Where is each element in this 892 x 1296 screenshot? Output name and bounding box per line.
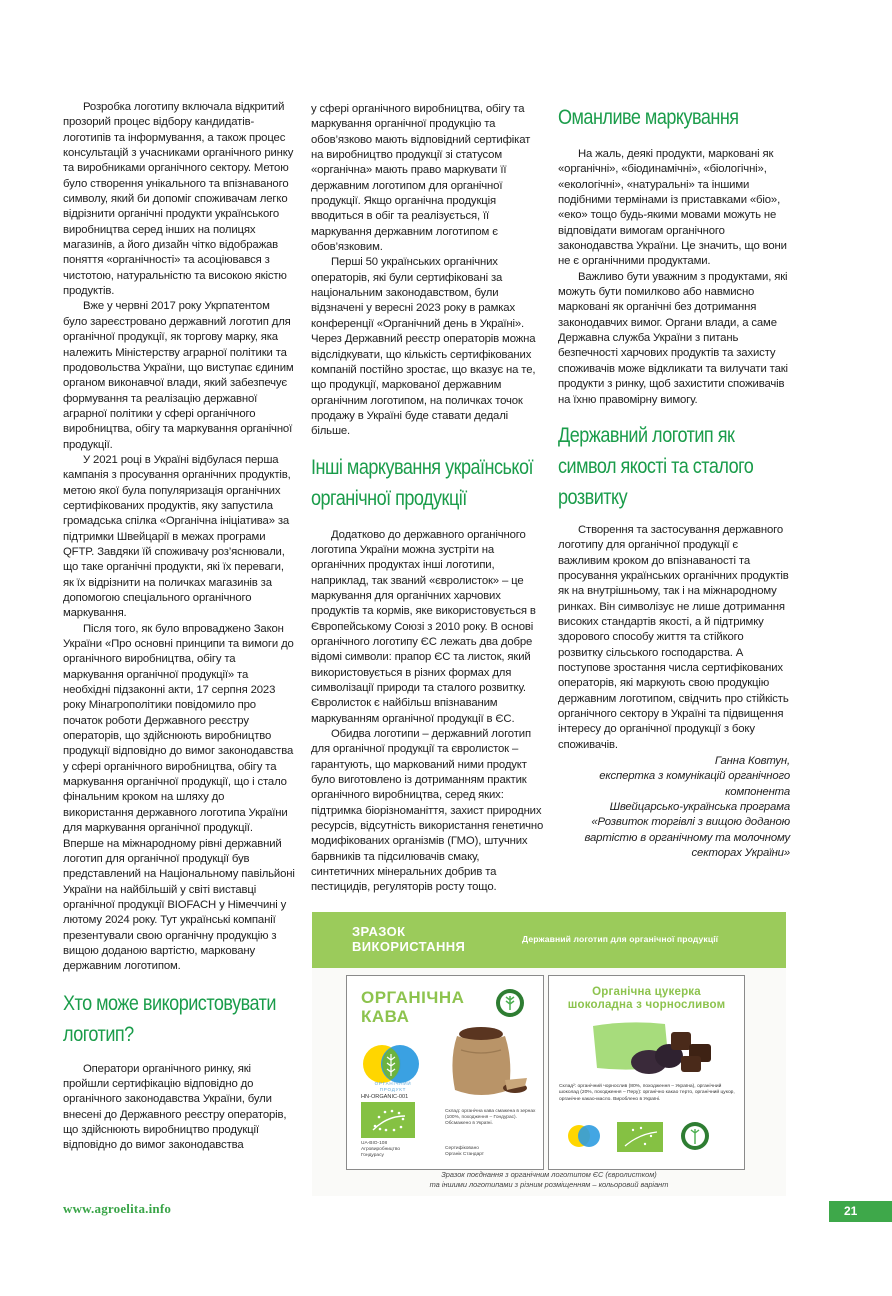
article-column-3 <box>558 102 790 861</box>
panel-title-line: ВИКОРИСТАННЯ <box>352 939 466 954</box>
body-paragraph: Обидва логотипи – державний логотип для органічної продукції та євролисток – гарантують, що маркований ними продукт було виготовлено із дотриманням практик органічного виробництва, серед яких: підтримка біорізноманіття, захист природних ресурсів, відсутність використання генетично модифікованих організмів (ГМО), штучних барвників та підсилювачів смаку, синтетичних мінеральних добрив та пестицидів, регуляторів росту тощо. <box>311 728 544 894</box>
body-paragraph: Вже у червні 2017 року Укрпатентом було зареєстровано державний логотип для органічної продукції, як торгову марку, яка належить Міністерству аграрної політики та продовольства України, що виступає єдиним органом виконавчої влади, який забезпечує формування та реалізацію державної аграрної політики у сфері органічного виробництва, обігу та маркування органічної продукції. <box>63 300 294 451</box>
candy-title-line: шоколадна з чорносливом <box>567 999 726 1011</box>
candy-title <box>549 986 744 1012</box>
body-paragraph: Додатково до державного органічного логотипа України можна зустріти на органічних продуктах інші логотипи, наприклад, так званий «євролисток» – це маркування для органічних харчових продуктів та кормів, яке використовується в Європейському Союзі з 2010 року. В основі органічного логотипу ЄС лежать два добре відомі символи: прапор ЄС та листок, який використовується в різних формах для символізації природи та сталого розвитку. Євролисток є найбільш впізнаваним маркуванням органічної продукції в ЄС. <box>311 528 536 725</box>
caption-line: та іншими логотипами з різним розміщенням – кольоровий варіант <box>429 1180 669 1189</box>
author-program: «Розвиток торгівлі з вищою доданою <box>591 816 790 829</box>
author-program: Швейцарсько-українська програма <box>609 801 790 814</box>
section-heading-who-can-use: Хто може використовувати логотип? <box>63 991 276 1046</box>
panel-header <box>312 912 786 968</box>
certification-logos-row <box>565 1120 735 1162</box>
panel-subtitle: Державний логотип для органічної продукції <box>522 934 719 944</box>
author-name: Ганна Ковтун, <box>714 755 790 767</box>
section-heading-other-labels: Інші маркування української органічної продукції <box>311 455 534 510</box>
body-paragraph: Розробка логотипу включала відкритий прозорий процес відбору кандидатів-логотипів та інформування, а також процес консультацій з учасниками органічного ринку та виробниками органічного сектору. Метою було створення унікального та впізнаваного символу, який би допоміг споживачам легко відрізнити органічні продукти українського виробництва серед інших на полицях магазинів, а його дизайн чітко відображав поняття «органічності» та асоціювався з чистотою, натуральністю та високою якістю продуктів. <box>63 101 294 298</box>
panel-caption <box>312 1170 786 1190</box>
caption-line: ОРГАНІЧНИЙ <box>374 1081 412 1086</box>
eu-control-code <box>361 1141 431 1159</box>
panel-title-line: ЗРАЗОК <box>352 924 406 939</box>
certifier-line: Органік Стандарт <box>445 1152 485 1158</box>
coffee-sack-image <box>439 1020 529 1100</box>
certificate-code: HN-ORGANIC-001 <box>361 1094 409 1100</box>
body-paragraph: Створення та застосування державного логотипу для органічної продукції є важливим кроком до впізнаваності та просування українських органічних продуктів як на внутрішньому, так і на міжнародному ринках. Він символізує не лише дотримання високих стандартів якості, а й підтримку здорового способу життя та стійкого розвитку сільського господарства. А поступове зростання числа сертифікованих операторів, які маркують свою продукцію державним логотипом, свідчить про стійкість органічного сектору в Україні та підвищення інтересу до органічної продукції з боку споживачів. <box>558 523 789 751</box>
coffee-composition: Склад: органічна кава смажена в зернах (100%, походження – Гондурас). Обсмажено в Україні. <box>445 1109 536 1127</box>
caption-line: Зразок поєднання з органічним логотипом ЄС (євролистком) <box>441 1170 657 1179</box>
author-program: секторах України» <box>691 847 790 860</box>
sample-usage-panel <box>312 912 786 1196</box>
body-paragraph: Після того, як було впроваджено Закон України «Про основні принципи та вимоги до органічного виробництва, обігу та маркування органічної продукції» та необхідні підзаконні акти, 17 серпня 2023 року Мінагрополітики повідомило про початок роботи Державного реєстру операторів, що здійснюють виробництво продукції відповідно до вимог законодавства у сфері органічного виробництва, обігу та маркування органічної продукції, що і стало фінальним кроком на шляху до використання державного логотипа України для маркування органічної продукції. Вперше на міжнародному рівні державний логотип для органічної продукції був представлений на Національному павільйоні України на найбільшій у світі виставці органічної продукції BIOFACH у Німеччині у лютому 2024 року. Тут українські компанії презентували свою органічну продукцію з вищою доданою вартістю, марковану державним логотипом. <box>63 622 295 973</box>
eu-code-line: Гондурасу <box>361 1153 384 1158</box>
organic-standard-certification-icon <box>495 988 525 1018</box>
body-paragraph: Перші 50 українських органічних операторів, які були сертифіковані за національним законодавством, були відзначені у вересні 2023 року в рамках конференції «Органічний день в Україні». Через Державний реєстр операторів можна відслідкувати, що кількість сертифікованих компаній постійно зростає, що вказує на те, що продукції, маркованої державним органічним логотипом, на поличках точок продажу в Україні буде ставати дедалі більше. <box>311 256 536 438</box>
panel-title <box>352 924 492 954</box>
author-signature <box>558 754 790 861</box>
footer-website-link[interactable]: www.agroelita.info <box>63 1201 172 1216</box>
eu-organic-leaf-icon <box>361 1102 415 1138</box>
coffee-title-line: ОРГАНІЧНА <box>361 988 465 1007</box>
candy-prunes-image <box>589 1018 719 1078</box>
body-paragraph: у сфері органічного виробництва, обігу та маркування органічної продукцію та обов’язково мають відповідний сертифікат на виробництво продукції зі статусом «органічна» мають право маркувати її державним логотипом для органічної продукції. Якщо органічна продукція вводиться в обіг та реалізується, її маркування державним логотипом є обов’язковим. <box>311 103 531 254</box>
certifier-info <box>445 1146 537 1158</box>
coffee-title-line: КАВА <box>361 1007 410 1026</box>
coffee-label-sample <box>346 975 544 1170</box>
caption-line: ПРОДУКТ <box>379 1087 407 1092</box>
author-program: вартістю в органічному та молочному <box>584 831 790 844</box>
body-paragraph: На жаль, деякі продукти, марковані як «органічні», «біодинамічні», «біологічні», «екологічні», «натуральні» та іншими подібними термінами із приставками «біо», «еко» тощо будь-якими мовами можуть не відповідати вимогам органічного законодавства України. Це значить, що вони не є органічними продуктами. <box>558 148 787 268</box>
author-role: компонента <box>725 785 790 798</box>
organic-logo-caption <box>363 1081 423 1093</box>
certifier-line: Сертифіковано <box>445 1146 479 1151</box>
author-role: експертка з комунікацій органічного <box>599 770 790 783</box>
eu-code-line: Агровиробництво <box>361 1147 401 1152</box>
page-number: 21 <box>829 1201 892 1222</box>
candy-label-sample <box>548 975 745 1170</box>
body-paragraph: У 2021 році в Україні відбулася перша кампанія з просування органічних продуктів, метою якої була популяризація органічних сертифікованих продуктів, яку запустила громадська спілка «Органічна ініціатива» за підтримки Швейцарії в межах програми QFTP. Завдяки їй споживачу роз’яснювали, що таке органічні продукти, які їх переваги, як їх відрізнити на поличках магазинів за допомогою спеціального органічного маркування. <box>63 453 291 620</box>
eu-code-line: UA-BIO-108 <box>361 1141 388 1146</box>
article-column-1 <box>63 100 296 1154</box>
body-paragraph: Важливо бути уважним з продуктами, які можуть бути помилково або навмисно марковані як органічні без дотримання законодавчих вимог. Органи влади, а саме Державна служба України з питань безпечності харчових продуктів та захисту споживачів може відкликати та вилучати такі продукти з ринку, щоб захистити споживачів на їхню правомірну вимогу. <box>558 270 788 406</box>
article-column-2 <box>311 102 545 896</box>
mini-logos-icons <box>565 1120 735 1162</box>
section-heading-misleading-labeling: Оманливе маркування <box>558 106 739 129</box>
section-heading-state-logo: Державний логотип як символ якості та сталого розвитку <box>558 423 754 509</box>
body-paragraph: Оператори органічного ринку, які пройшли сертифікацію відповідно до органічного законодавства України, були внесені до Державного реєстру операторів, що здійснюють виробництво продукції відповідно до вимог законодавства <box>63 1062 287 1152</box>
candy-title-line: Органічна цукерка <box>592 986 701 998</box>
candy-composition: Склад²: органічний чорнослив (80%, походження – Україна), органічний шоколад (20%, походження – Перу): органічно какао терто, органічний цукор, органічне какао-масло. Вироблено в Україні. <box>559 1084 735 1102</box>
